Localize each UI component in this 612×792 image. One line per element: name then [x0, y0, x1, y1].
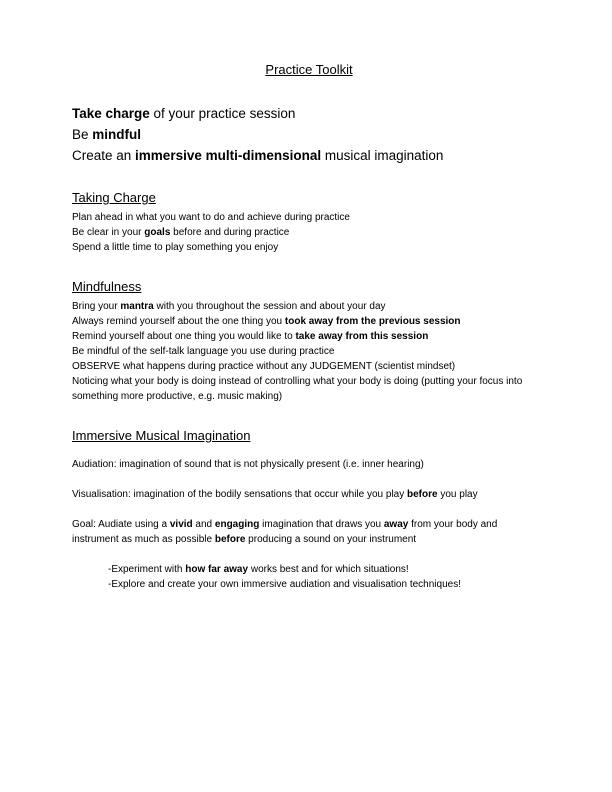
- text-segment: of your practice session: [149, 106, 296, 121]
- text-segment: -Experiment with: [108, 564, 186, 575]
- text-segment: immersive multi-dimensional: [135, 148, 322, 163]
- text-segment: Take charge: [72, 106, 150, 121]
- body-line: [72, 210, 546, 225]
- body-line: [72, 344, 546, 359]
- text-segment: Be mindful of the self-talk language you use during practice: [72, 346, 335, 357]
- text-segment: Goal: Audiate using a: [72, 519, 170, 530]
- text-segment: Audiation: imagination of sound that is not physically present (i.e. inner hearing): [72, 459, 424, 470]
- intro-section: [72, 103, 546, 166]
- paragraph-visualisation: [72, 487, 546, 502]
- text-segment: Visualisation: imagination of the bodily sensations that occur while you play: [72, 489, 408, 500]
- text-segment: before and during practice: [170, 227, 290, 238]
- text-segment: from your body and instrument as much as possible: [72, 519, 498, 545]
- body-line: [72, 225, 546, 240]
- text-segment: Be clear in your: [72, 227, 145, 238]
- section-mindfulness: [72, 279, 546, 404]
- intro-line-create-imagination: [72, 145, 546, 166]
- text-segment: before: [214, 534, 246, 545]
- text-segment: Noticing what your body is doing instead of controlling what your body is doing (putting your focus into something more productive, e.g. music making): [72, 376, 523, 402]
- text-segment: -Explore and create your own immersive audiation and visualisation techniques!: [108, 579, 461, 590]
- intro-line-be-mindful: [72, 124, 546, 145]
- text-segment: Always remind yourself about the one thing you: [72, 316, 285, 327]
- body-line: [72, 314, 546, 329]
- bullet-experiment: [108, 562, 546, 577]
- text-segment: Create an: [72, 148, 136, 163]
- section-heading-taking-charge: Taking Charge: [72, 190, 156, 205]
- text-segment: Spend a little time to play something you enjoy: [72, 242, 279, 253]
- text-segment: away: [383, 519, 409, 530]
- paragraph-goal: [72, 517, 546, 547]
- body-line: [72, 329, 546, 344]
- text-segment: take away from this session: [295, 331, 429, 342]
- body-line: [72, 299, 546, 314]
- text-segment: you play: [437, 489, 478, 500]
- text-segment: goals: [144, 227, 171, 238]
- text-segment: how far away: [185, 564, 249, 575]
- document-title: Practice Toolkit: [265, 62, 353, 77]
- bullet-list: [72, 562, 546, 592]
- bullet-explore: [108, 577, 546, 592]
- text-segment: mindful: [92, 127, 142, 142]
- text-segment: with you throughout the session and about your day: [153, 301, 386, 312]
- text-segment: Remind yourself about one thing you would like to: [72, 331, 296, 342]
- text-segment: Plan ahead in what you want to do and achieve during practice: [72, 212, 350, 223]
- paragraph-audiation: [72, 457, 546, 472]
- section-heading-mindfulness: Mindfulness: [72, 279, 142, 294]
- text-segment: before: [407, 489, 438, 500]
- body-line: [72, 240, 546, 255]
- body-line: [72, 374, 546, 404]
- text-segment: Bring your: [72, 301, 121, 312]
- text-segment: musical imagination: [321, 148, 444, 163]
- text-segment: took away from the previous session: [284, 316, 461, 327]
- text-segment: mantra: [120, 301, 154, 312]
- text-segment: and: [192, 519, 215, 530]
- text-segment: works best and for which situations!: [248, 564, 409, 575]
- section-heading-immersive-musical-imagination: Immersive Musical Imagination: [72, 428, 251, 443]
- intro-line-take-charge: [72, 103, 546, 124]
- text-segment: vivid: [169, 519, 193, 530]
- text-segment: producing a sound on your instrument: [245, 534, 417, 545]
- text-segment: Be: [72, 127, 93, 142]
- section-immersive-musical-imagination: [72, 428, 546, 592]
- text-segment: OBSERVE what happens during practice without any JUDGEMENT (scientist mindset): [72, 361, 456, 372]
- text-segment: engaging: [214, 519, 260, 530]
- body-line: [72, 359, 546, 374]
- section-taking-charge: [72, 190, 546, 255]
- text-segment: imagination that draws you: [259, 519, 384, 530]
